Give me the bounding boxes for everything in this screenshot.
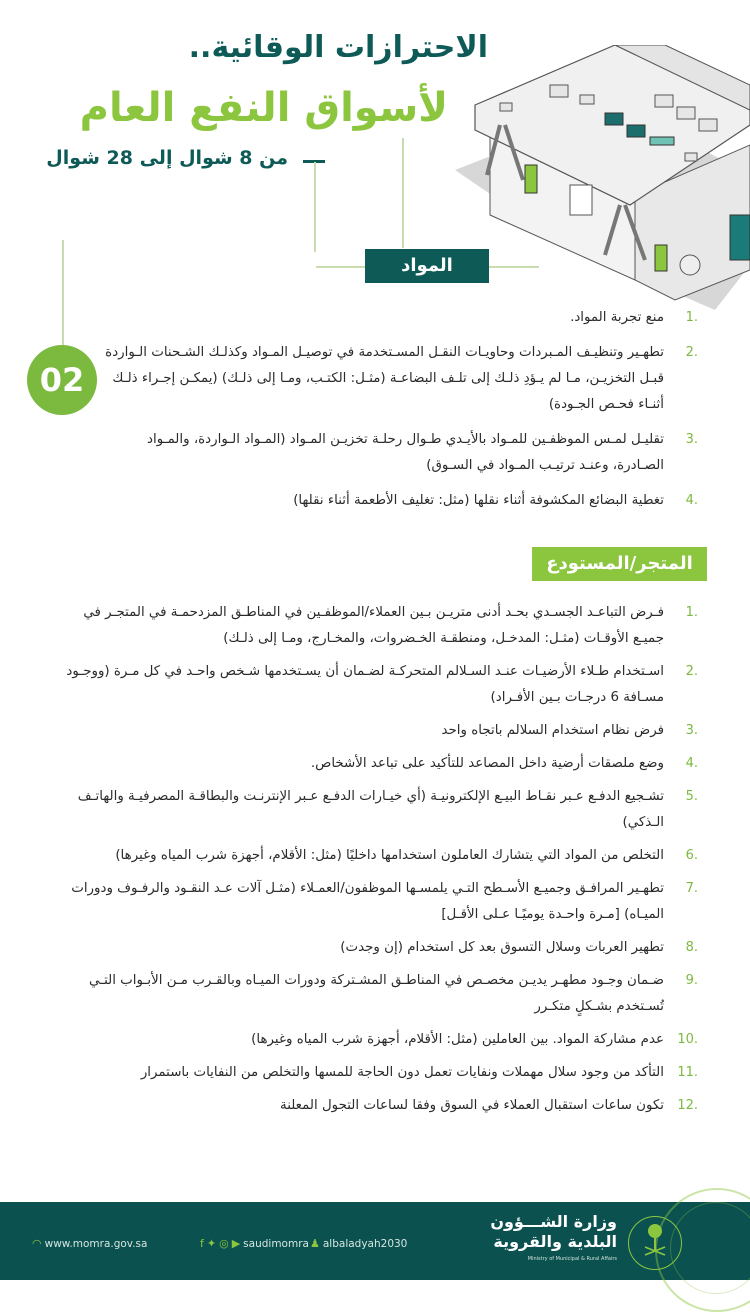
connector-line — [402, 138, 404, 248]
item-number: .3 — [685, 432, 698, 447]
item-number: .4 — [685, 756, 698, 771]
list-item — [48, 843, 698, 869]
item-number: .1 — [685, 310, 698, 325]
item-number: .12 — [677, 1098, 698, 1113]
list-item — [48, 1093, 698, 1119]
list-item — [48, 935, 698, 961]
item-text: عدم مشاركة المواد. بين العاملين (مثل: الأقلام، أجهزة شرب المياه وغيرها) — [251, 1032, 664, 1047]
youtube-icon: ▶ — [231, 1237, 241, 1250]
item-text: وضع ملصقات أرضية داخل المصاعد للتأكيد على تباعد الأشخاص. — [310, 756, 664, 771]
facebook-icon: f — [200, 1237, 204, 1250]
item-number: .8 — [685, 940, 698, 955]
item-number: .11 — [677, 1065, 698, 1080]
item-number: .1 — [685, 605, 698, 620]
title-line-1: الاحترازات الوقائية.. — [188, 30, 488, 65]
social-handle-link[interactable] — [200, 1237, 309, 1251]
green-sign — [655, 245, 667, 271]
item-number: .4 — [685, 493, 698, 508]
item-text: التأكد من وجود سلال مهملات ونفايات تعمل دون الحاجة للمسها والتخلص من النفايات باستمرار — [140, 1065, 664, 1080]
item-number: .10 — [677, 1032, 698, 1047]
list-item — [48, 1027, 698, 1053]
teal-container — [730, 215, 750, 260]
item-number: .2 — [685, 345, 698, 360]
section-header-store-warehouse: المتجر/المستودع — [532, 547, 707, 581]
wifi-icon: ◠ — [32, 1237, 42, 1250]
list-item — [103, 305, 698, 331]
ministry-name-line-2: البلدية والقروية — [493, 1232, 617, 1251]
item-text: تطهير العربات وسلال التسوق بعد كل استخدام (إن وجدت) — [340, 940, 664, 955]
connector-line — [316, 266, 366, 268]
title-line-2: لأسواق النفع العام — [79, 85, 448, 131]
materials-list — [103, 305, 698, 523]
item-number: .5 — [685, 789, 698, 804]
list-item — [103, 340, 698, 418]
footer — [0, 1202, 750, 1280]
ministry-emblem-logo — [628, 1216, 682, 1270]
list-item — [48, 600, 698, 652]
ministry-name-english: Ministry of Municipal & Rural Affairs — [527, 1256, 617, 1262]
connector-line — [314, 162, 316, 252]
item-text: منع تجربة المواد. — [570, 310, 664, 325]
website-text: www.momra.gov.sa — [44, 1238, 148, 1250]
market-building-illustration — [445, 45, 750, 315]
hand-sanitizer-station — [680, 255, 700, 275]
item-text: ضـمان وجـود مطهـر يديـن مخصـص في المناطـق المشـتركة ودورات الميـاه وبالقـرب مـن الأبـواب التـي تُسـتخدم بشـكلٍ متكـرر — [89, 973, 664, 1014]
snapchat-text: albaladyah2030 — [322, 1238, 408, 1250]
item-text: فرض نظام استخدام السلالم باتجاه واحد — [441, 723, 664, 738]
list-item — [103, 488, 698, 514]
item-text: تشـجيع الدفـع عـبر نقـاط البيـع الإلكترونيـة (أي خيـارات الدفـع عـبر الإنترنـت والبطاقـة المصرفيـة والهاتـف الـذكي) — [77, 789, 664, 830]
item-text: تقليـل لمـس الموظفـين للمـواد بالأيـدي طـوال رحلـة تخزيـن المـواد (المـواد الـواردة، والمـواد الصـادرة، وعنـد ترتيـب المـواد في السـوق) — [147, 432, 664, 473]
item-number: .2 — [685, 664, 698, 679]
item-text: تغطية البضائع المكشوفة أثناء نقلها (مثل: تغليف الأطعمة أثناء نقلها) — [293, 493, 664, 508]
item-number: .9 — [685, 973, 698, 988]
social-handle-text: saudimomra — [243, 1238, 309, 1250]
list-item — [48, 718, 698, 744]
list-item — [48, 659, 698, 711]
item-number: .6 — [685, 848, 698, 863]
twitter-icon: ✦ — [206, 1237, 217, 1250]
list-item — [48, 968, 698, 1020]
snapchat-link[interactable] — [310, 1237, 407, 1251]
ministry-name-line-1: وزارة الشـــؤون — [490, 1212, 617, 1231]
list-item — [48, 784, 698, 836]
item-text: التخلص من المواد التي يتشارك العاملون استخدامها داخليًا (مثل: الأقلام، أجهزة شرب المياه وغيرها) — [115, 848, 664, 863]
list-item — [48, 751, 698, 777]
connector-line — [62, 240, 64, 345]
instagram-icon: ◎ — [219, 1237, 229, 1250]
snapchat-icon: ♟ — [310, 1237, 320, 1250]
green-sign — [525, 165, 537, 193]
item-text: اسـتخدام طـلاء الأرضيـات عنـد السـلالم المتحركـة لضـمان أن يسـتخدمها شـخص واحـد في كل مـرة (ووجـود مسـافة 6 درجـات بـين الأفـراد) — [66, 664, 664, 705]
date-range-subtitle: من 8 شوال إلى 28 شوال — [46, 147, 288, 169]
list-item — [103, 427, 698, 479]
item-text: تكون ساعات استقبال العملاء في السوق وفقا لساعات التجول المعلنة — [280, 1098, 664, 1113]
item-number: .7 — [685, 881, 698, 896]
item-text: تطهـير المرافـق وجميـع الأسـطح التـي يلمسـها الموظفون/العمـلاء (مثـل آلات عـد النقـود والرفـوف ودورات الميـاه) [مـرة واحـدة يوميًـا عـلى الأقـل] — [71, 881, 664, 922]
list-item — [48, 876, 698, 928]
door — [570, 185, 592, 215]
item-text: فـرض التباعـد الجسـدي بحـد أدنى متريـن بـين العملاء/الموظفـين في المناطـق المزدحمـة في المتجـر في جميـع الأوقـات (مثـل: المدخـل، ومنطقـة الخـضروات، والمخـارج، ومـا إلى ذلـك) — [83, 605, 664, 646]
item-text: تطهـير وتنظيـف المـبردات وحاويـات النقـل المسـتخدمة في توصيـل المـواد وكذلـك الشـحنات الـواردة قبـل التخزيـن، مـا لم يـؤدِ ذلـك إلى تلـف البضاعـة (مثـل: الكتـب، ومـا إلى ذلـك) (يمكـن إجـراء ذلـك أثنـاء فحـص الجـودة) — [105, 345, 664, 412]
website-link[interactable] — [32, 1237, 147, 1251]
store-warehouse-list — [48, 600, 698, 1126]
step-number-badge: 02 — [27, 345, 97, 415]
list-item — [48, 1060, 698, 1086]
item-number: .3 — [685, 723, 698, 738]
section-header-materials: المواد — [365, 249, 489, 283]
